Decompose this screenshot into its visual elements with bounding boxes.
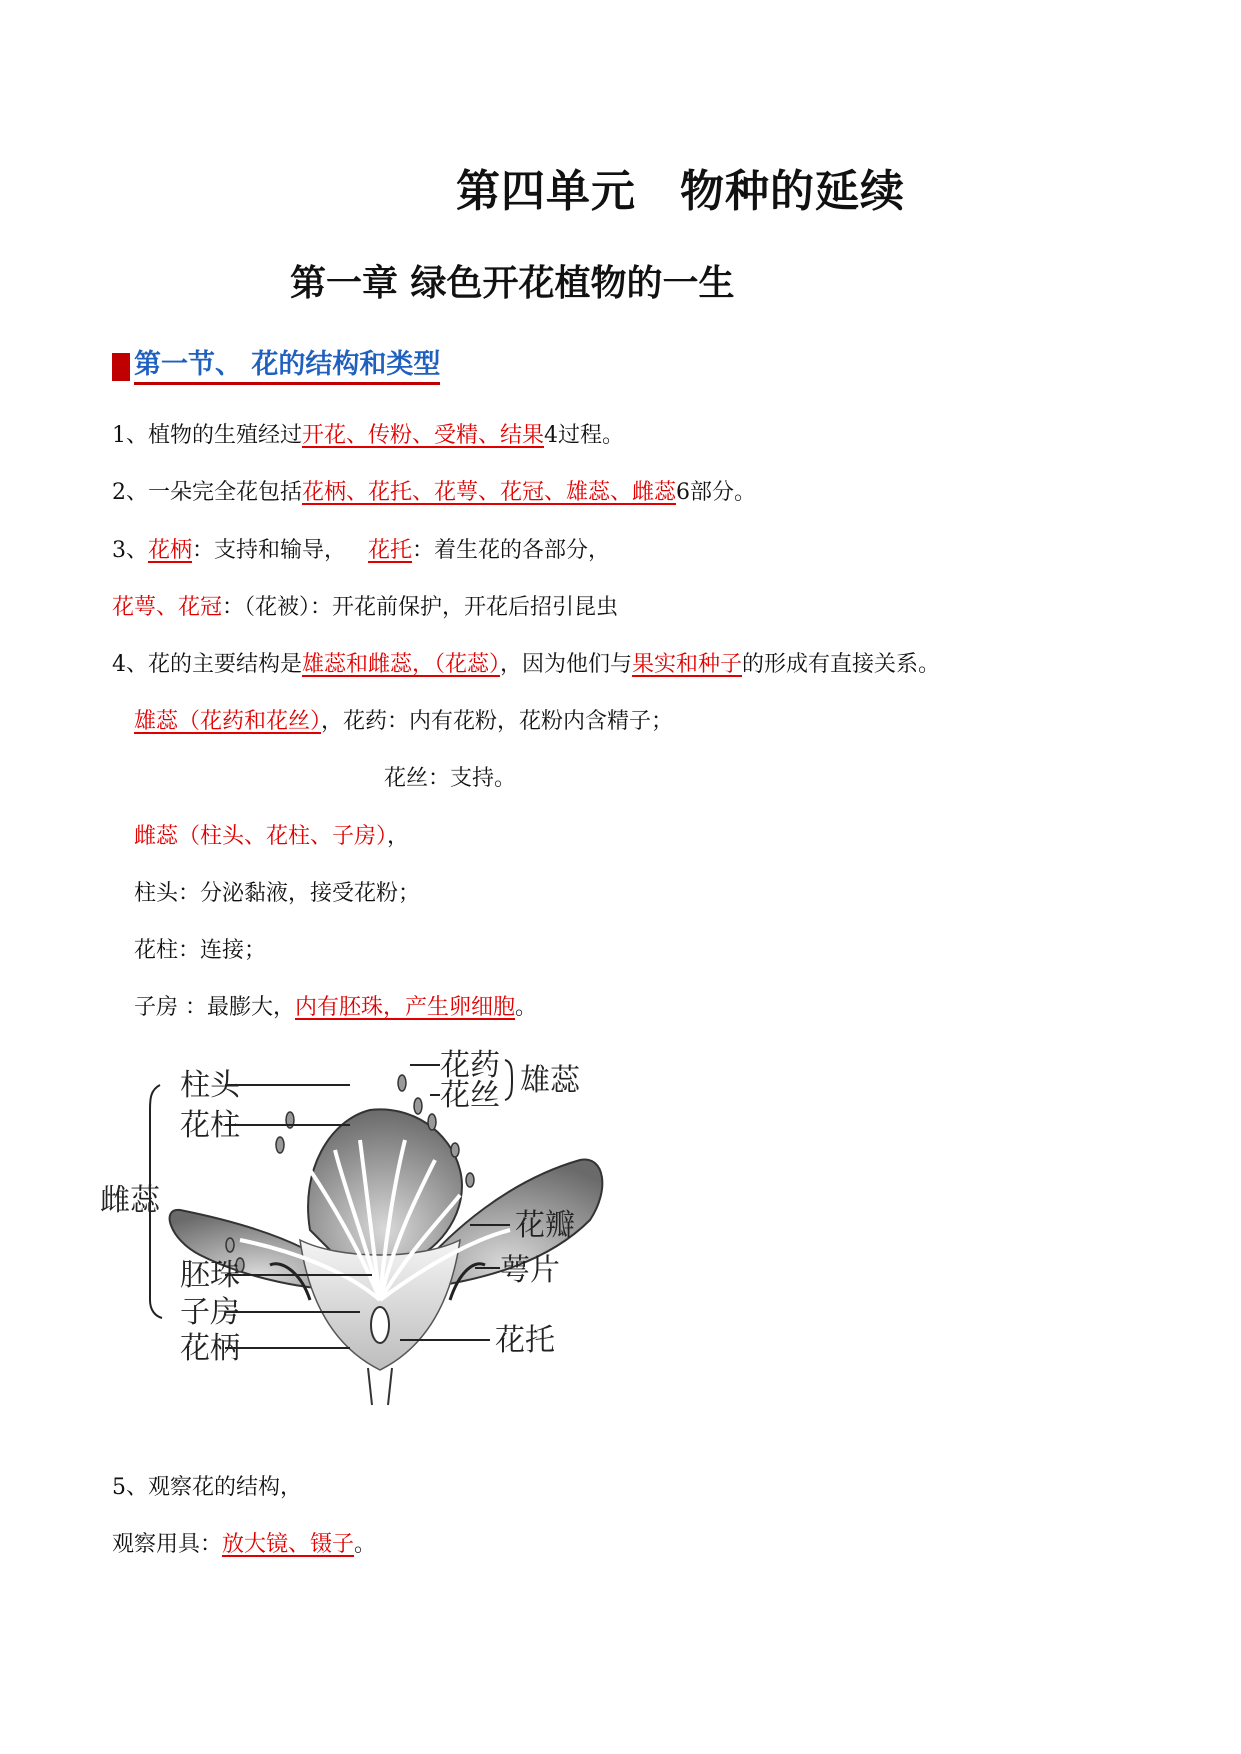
item-3-tail: ：着生花的各部分，	[412, 538, 611, 563]
item-3b	[112, 593, 618, 623]
flower-structure-diagram	[100, 1048, 670, 1430]
item-3-mid: ：支持和输导，	[192, 538, 347, 563]
tools-tail: 。	[354, 1532, 377, 1557]
item-5: 5、观察花的结构，	[112, 1475, 302, 1500]
item-3b-perianth: 花萼、花冠	[112, 595, 223, 620]
item-1-tail: 4过程。	[544, 423, 625, 448]
item-1	[112, 421, 624, 451]
ovary-tail: 。	[515, 995, 538, 1020]
stigma-line: 柱头：分泌黏液，接受花粉；	[134, 881, 421, 906]
item-4-text: 4、花的主要结构是	[112, 652, 302, 677]
item-4-mid: ，因为他们与	[500, 652, 633, 677]
item-4-tail: 的形成有直接关系。	[742, 652, 941, 677]
style-line: 花柱：连接；	[134, 938, 267, 963]
item-3-answer-pedicel: 花柄	[148, 538, 193, 563]
item-2-tail: 6部分。	[676, 480, 757, 505]
label-ovary: 子房	[180, 1295, 240, 1330]
flower-cup	[300, 1240, 460, 1370]
label-stamen: 雄蕊	[520, 1063, 580, 1098]
label-pedicel: 花柄	[180, 1331, 240, 1366]
pistil-line	[134, 822, 409, 852]
label-ovule: 胚珠	[180, 1258, 240, 1293]
item-3-text: 3、	[112, 538, 148, 563]
item-2-answer: 花柄、花托、花萼、花冠、雄蕊、雌蕊	[302, 480, 677, 505]
label-sepal: 萼片	[500, 1253, 560, 1288]
tools-text: 观察用具：	[112, 1532, 223, 1557]
label-anther: 花药	[440, 1048, 500, 1083]
label-receptacle: 花托	[495, 1323, 555, 1358]
item-1-answer: 开花、传粉、受精、结果	[302, 423, 545, 448]
item-4-answer-stamen-pistil: 雄蕊和雌蕊，（花蕊）	[302, 652, 501, 677]
stamen-line	[134, 707, 673, 737]
item-4	[112, 650, 940, 680]
label-style: 花柱	[180, 1108, 240, 1143]
section-marker-icon	[112, 353, 130, 381]
item-2	[112, 478, 756, 508]
unit-title-part2: 物种的延续	[680, 166, 905, 217]
label-stigma: 柱头	[180, 1068, 240, 1103]
unit-title	[0, 155, 1241, 219]
unit-title-part1: 第四单元	[456, 166, 636, 217]
label-petal: 花瓣	[515, 1208, 575, 1243]
chapter-title: 第一章 绿色开花植物的一生	[290, 262, 735, 304]
stamen-answer: 雄蕊（花药和花丝）	[134, 709, 322, 734]
item-3-answer-receptacle: 花托	[368, 538, 413, 563]
stamen-text: ，花药：内有花粉，花粉内含精子；	[321, 709, 674, 734]
pedicel-stalk	[368, 1368, 392, 1405]
item-1-text: 1、植物的生殖经过	[112, 423, 302, 448]
ovary-text: 子房 ：最膨大，	[134, 995, 295, 1020]
item-3b-text: ：（花被）：开花前保护，开花后招引昆虫	[222, 595, 619, 620]
item-4-answer-fruit-seed: 果实和种子	[632, 652, 743, 677]
ovule-shape	[371, 1307, 389, 1343]
filament-line: 花丝：支持。	[384, 766, 517, 791]
pistil-tail: ，	[387, 824, 410, 849]
section-heading	[112, 348, 440, 385]
section-title: 第一节、 花的结构和类型	[134, 348, 440, 385]
ovary-line	[134, 993, 537, 1023]
tools-answer: 放大镜、镊子	[222, 1532, 355, 1557]
label-filament: 花丝	[440, 1078, 500, 1113]
tools-line	[112, 1530, 376, 1560]
item-2-text: 2、一朵完全花包括	[112, 480, 302, 505]
ovary-answer: 内有胚珠，产生卵细胞	[295, 995, 516, 1020]
label-pistil: 雌蕊	[100, 1183, 160, 1218]
pistil-answer: 雌蕊（柱头、花柱、子房）	[134, 824, 388, 849]
item-3	[112, 536, 610, 566]
